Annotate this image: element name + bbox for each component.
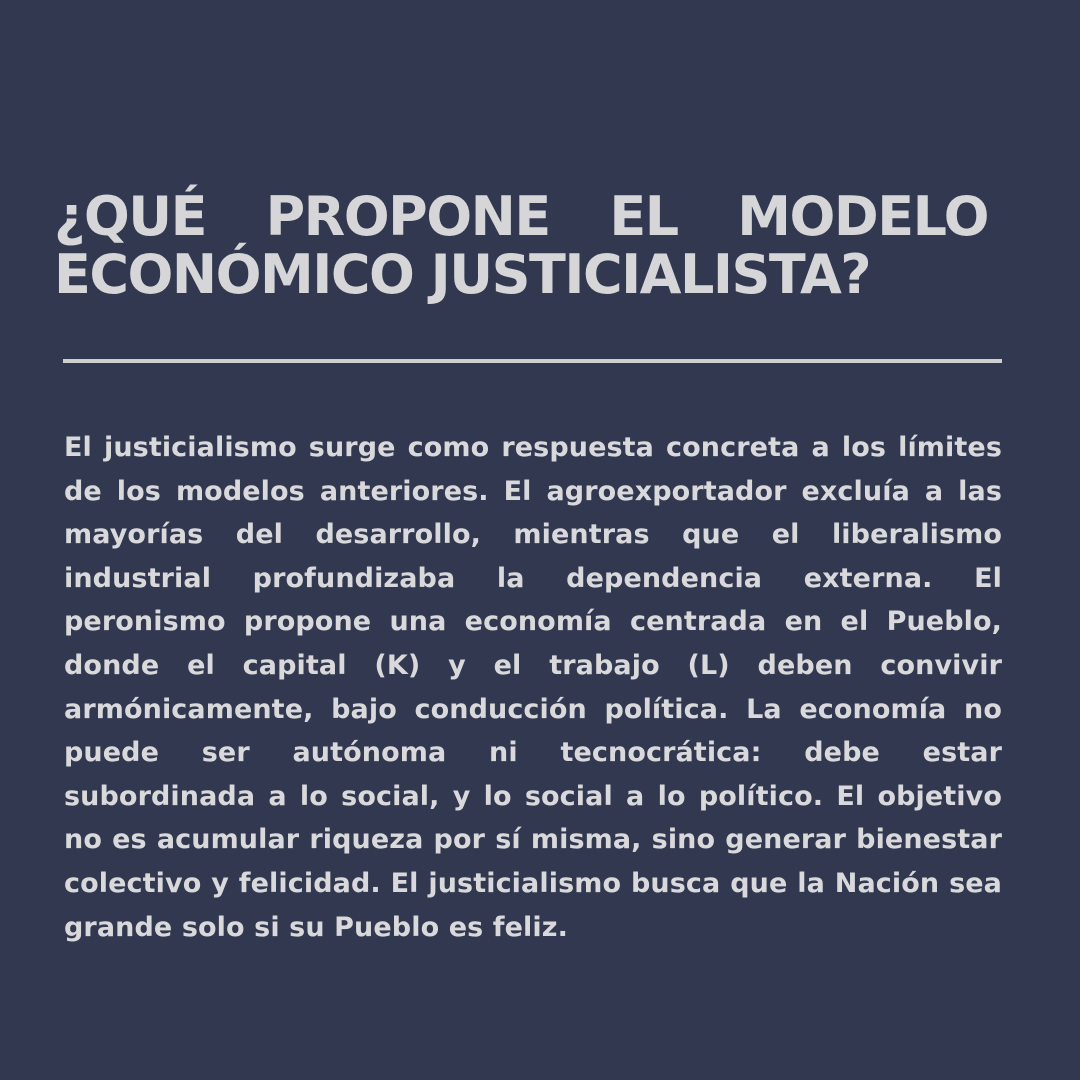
- title-divider: [63, 359, 1002, 363]
- page-title: ¿QUÉ PROPONE EL MODELO ECONÓMICO JUSTICIALISTA?: [54, 185, 988, 306]
- body-paragraph: El justicialismo surge como respuesta concreta a los límites de los modelos anteriores. El agroexportador excluía a las mayorías del desarrollo, mientras que el liberalismo industrial profundizaba la dependencia externa. El peronismo propone una economía centrada en el Pueblo, donde el capital (K) y el trabajo (L) deben convivir armónicamente, bajo conducción política. La economía no puede ser autónoma ni tecnocrática: debe estar subordinada a lo social, y lo social a lo político. El objetivo no es acumular riqueza por sí misma, sino generar bienestar colectivo y felicidad. El justicialismo busca que la Nación sea grande solo si su Pueblo es feliz.: [64, 432, 1002, 943]
